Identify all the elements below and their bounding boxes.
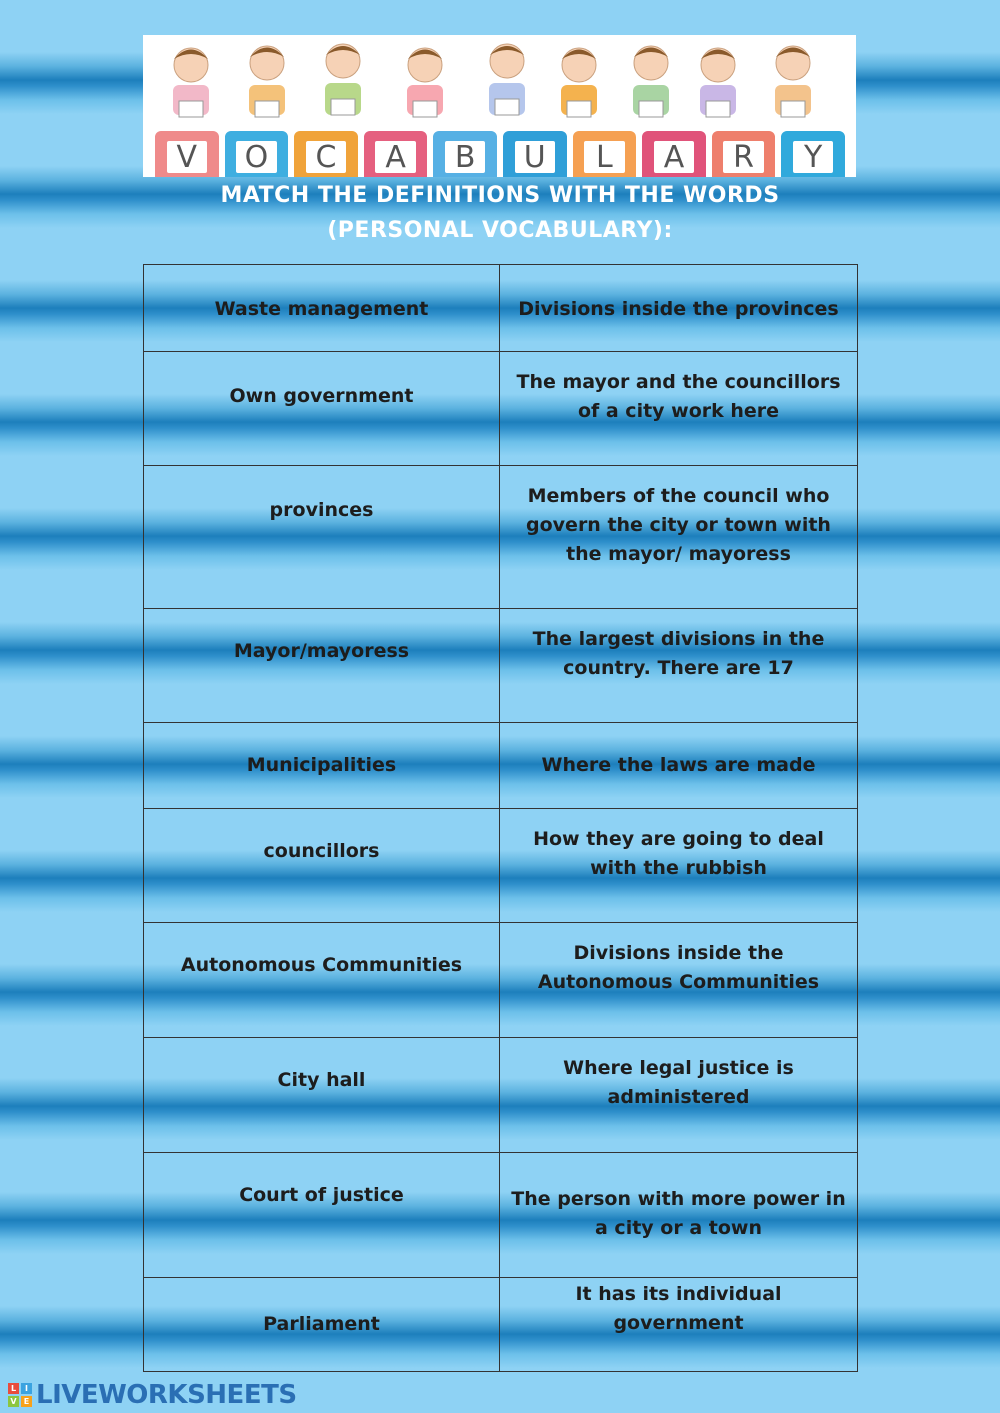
definition-cell[interactable]: Where the laws are made — [500, 723, 858, 809]
instructions-line-2: (PERSONAL VOCABULARY): — [327, 218, 673, 243]
children-illustration — [143, 35, 856, 135]
word-cell[interactable]: Own government — [144, 352, 500, 466]
vocabulary-letter-blocks — [155, 131, 845, 177]
vocabulary-banner — [143, 35, 856, 177]
letter-block-letter: V — [167, 141, 207, 173]
letter-block — [225, 131, 289, 177]
letter-block — [433, 131, 497, 177]
letter-block-letter: A — [375, 141, 415, 173]
word-cell[interactable]: City hall — [144, 1038, 500, 1153]
definition-cell[interactable]: Where legal justice is administered — [500, 1038, 858, 1153]
word-cell[interactable]: Waste management — [144, 265, 500, 352]
liveworksheets-footer — [8, 1380, 297, 1410]
definition-cell[interactable]: The largest divisions in the country. There are 17 — [500, 609, 858, 723]
word-cell[interactable]: Parliament — [144, 1278, 500, 1372]
definition-cell[interactable]: The person with more power in a city or a town — [500, 1153, 858, 1278]
letter-block-letter: C — [306, 141, 346, 173]
liveworksheets-logo — [8, 1383, 32, 1407]
liveworksheets-brand: LIVEWORKSHEETS — [36, 1380, 297, 1410]
definition-cell[interactable]: How they are going to deal with the rubbish — [500, 809, 858, 923]
definition-cell[interactable]: Members of the council who govern the city or town with the mayor/ mayoress — [500, 466, 858, 609]
letter-block-letter: Y — [793, 141, 833, 173]
logo-letter-tile: V — [8, 1396, 19, 1407]
table-row — [144, 466, 858, 609]
word-cell[interactable]: Court of justice — [144, 1153, 500, 1278]
word-cell[interactable]: provinces — [144, 466, 500, 609]
letter-block-letter: R — [723, 141, 763, 173]
logo-letter-tile: L — [8, 1383, 19, 1394]
table-row — [144, 923, 858, 1038]
table-row — [144, 1278, 858, 1372]
table-row — [144, 1153, 858, 1278]
letter-block — [155, 131, 219, 177]
definition-cell[interactable]: It has its individual government — [500, 1278, 858, 1372]
word-cell[interactable]: Municipalities — [144, 723, 500, 809]
letter-block — [712, 131, 776, 177]
table-row — [144, 1038, 858, 1153]
letter-block — [573, 131, 637, 177]
matching-table — [143, 264, 858, 1372]
logo-letter-tile: E — [21, 1396, 32, 1407]
letter-block — [364, 131, 428, 177]
logo-letter-tile: I — [21, 1383, 32, 1394]
letter-block-letter: O — [236, 141, 276, 173]
instructions-line-1: MATCH THE DEFINITIONS WITH THE WORDS — [220, 183, 780, 208]
letter-block-letter: A — [654, 141, 694, 173]
definition-cell[interactable]: Divisions inside the Autonomous Communities — [500, 923, 858, 1038]
letter-block-letter: B — [445, 141, 485, 173]
letter-block — [294, 131, 358, 177]
definition-cell[interactable]: The mayor and the councillors of a city work here — [500, 352, 858, 466]
word-cell[interactable]: Autonomous Communities — [144, 923, 500, 1038]
table-row — [144, 609, 858, 723]
letter-block — [781, 131, 845, 177]
word-cell[interactable]: Mayor/mayoress — [144, 609, 500, 723]
definition-cell[interactable]: Divisions inside the provinces — [500, 265, 858, 352]
letter-block — [642, 131, 706, 177]
letter-block — [503, 131, 567, 177]
letter-block-letter: L — [584, 141, 624, 173]
word-cell[interactable]: councillors — [144, 809, 500, 923]
letter-block-letter: U — [515, 141, 555, 173]
table-row — [144, 352, 858, 466]
table-row — [144, 723, 858, 809]
table-row — [144, 265, 858, 352]
table-row — [144, 809, 858, 923]
